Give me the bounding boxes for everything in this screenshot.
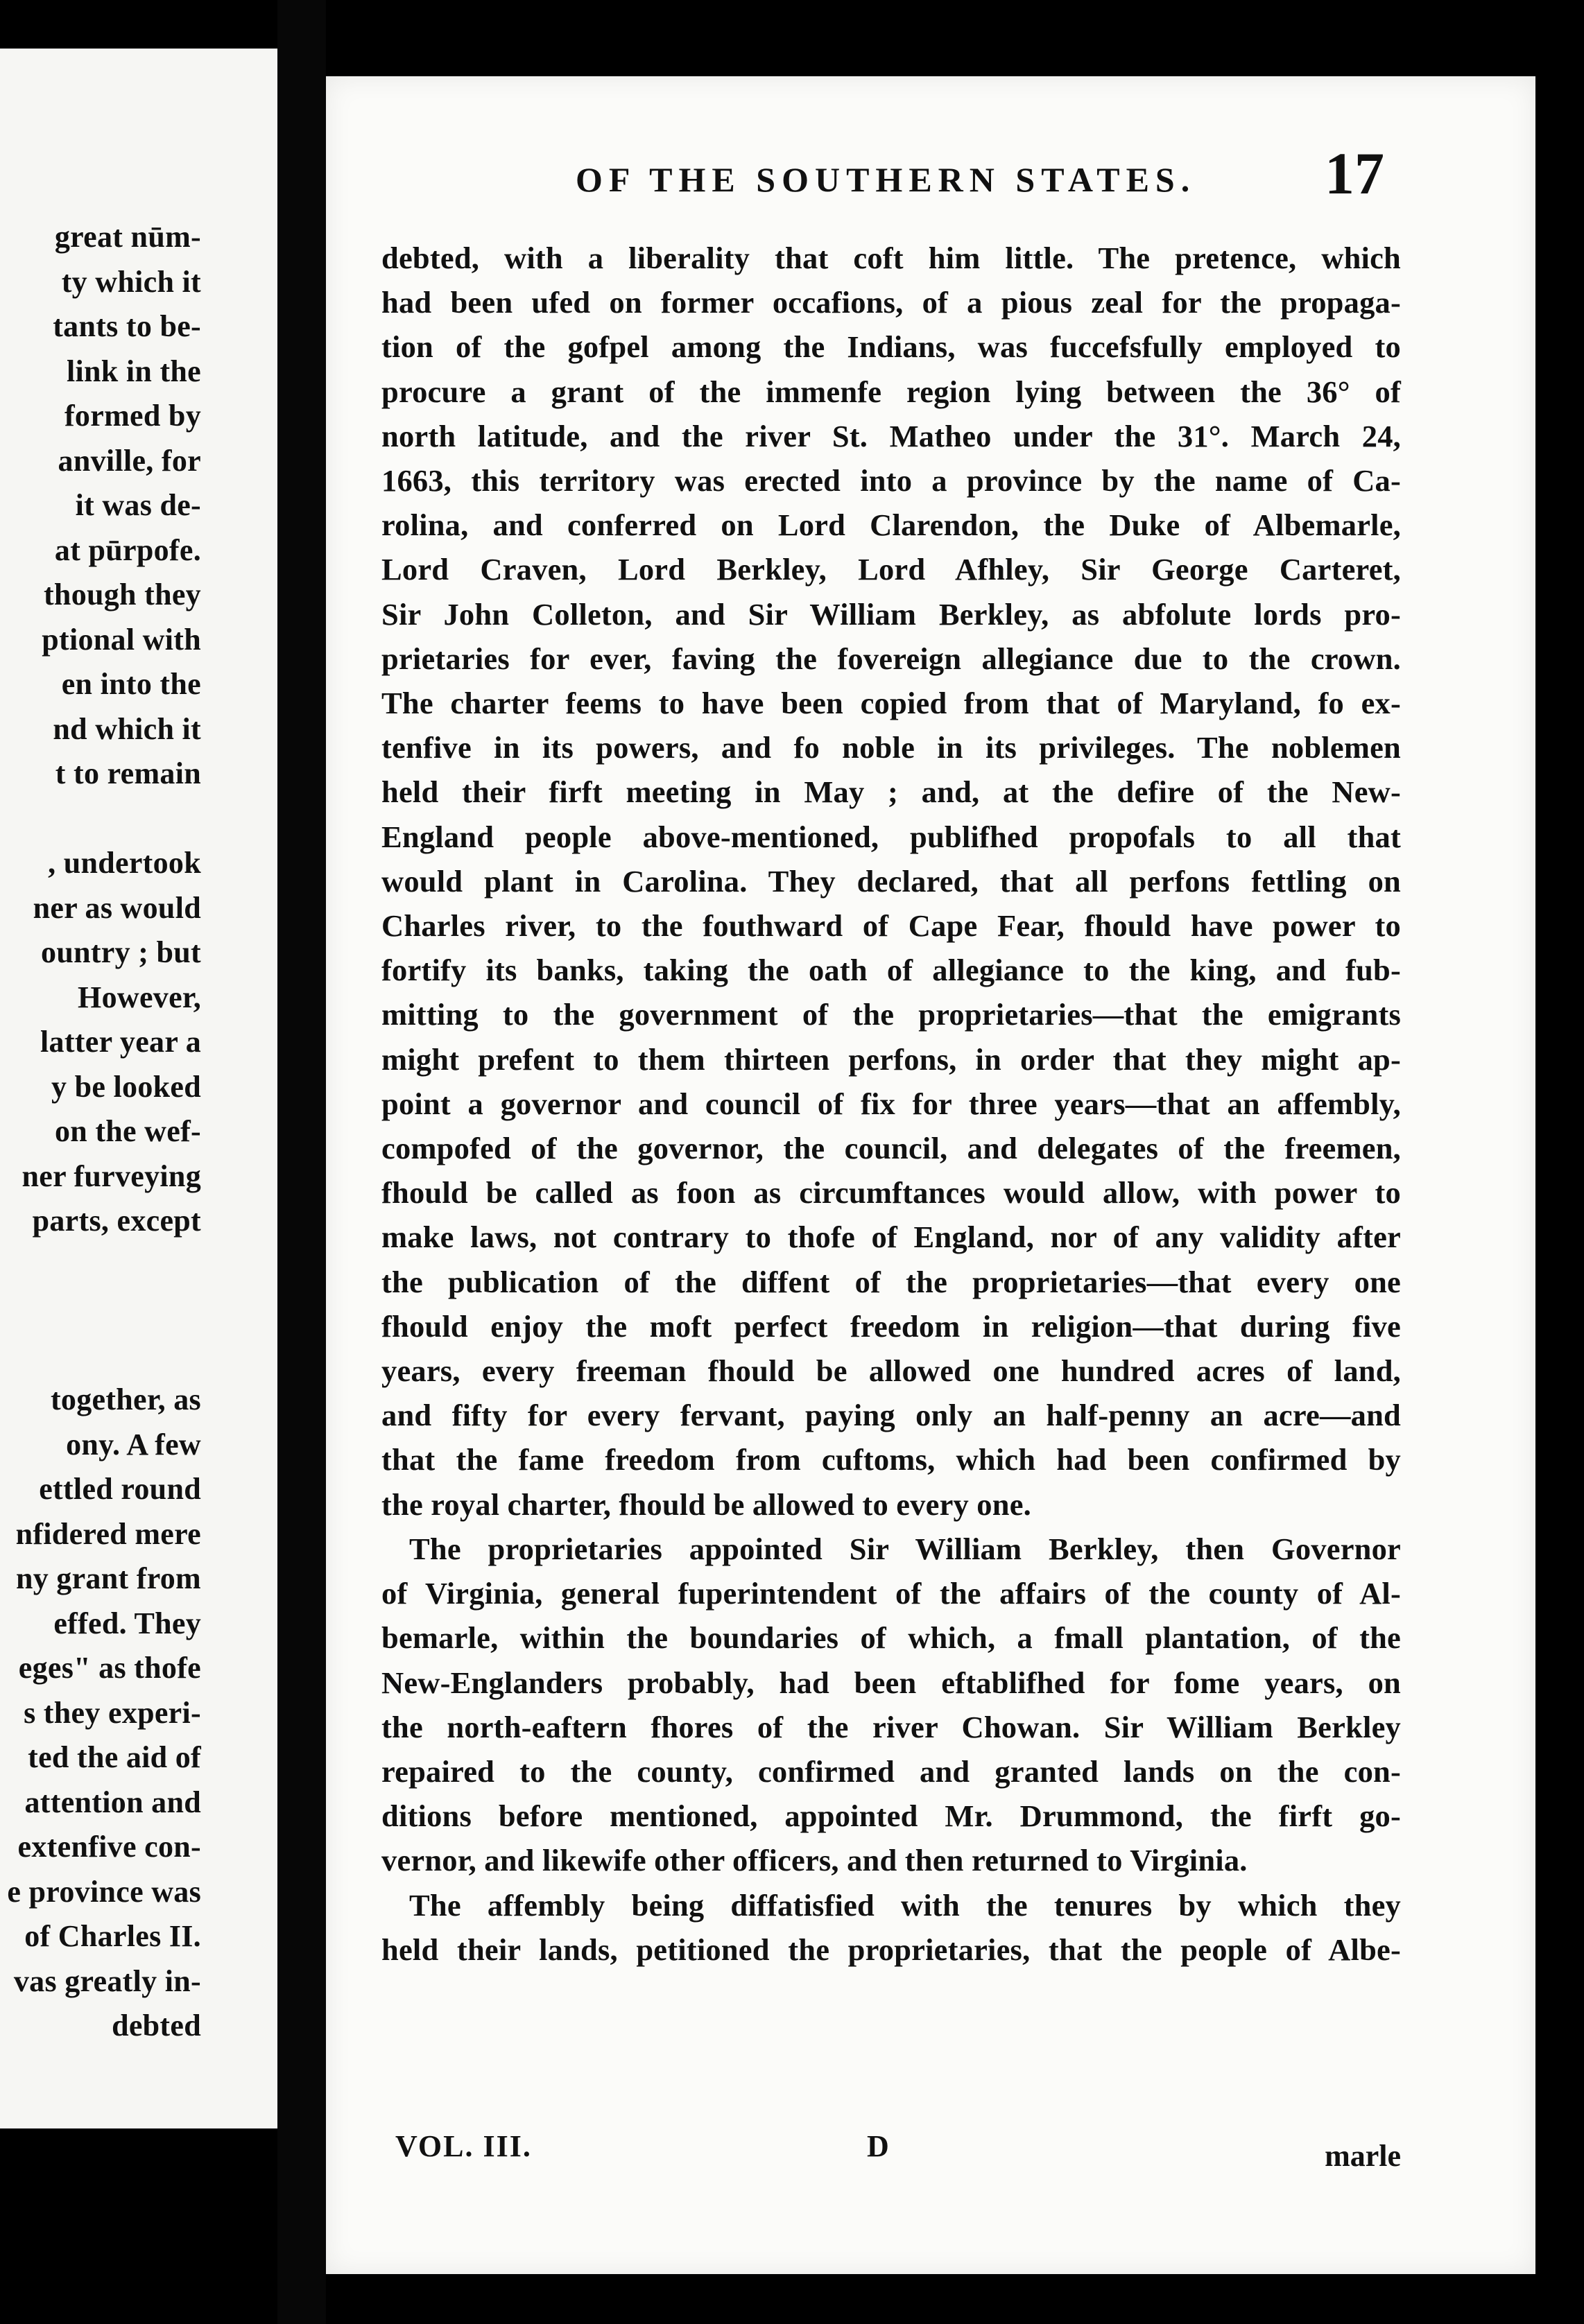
- previous-page-line: ptional with: [42, 622, 201, 657]
- previous-page-line: t to remain: [55, 756, 201, 790]
- text-line: held their firft meeting in May ; and, at the defire of the New-: [381, 774, 1401, 810]
- previous-page-line: tants to be-: [53, 309, 201, 343]
- text-line: held their lands, petitioned the proprietaries, that the people of Albe-: [381, 1932, 1401, 1967]
- previous-page-line: though they: [43, 578, 201, 612]
- page-footer: [381, 2128, 1401, 2177]
- previous-page-line: e province was: [7, 1874, 201, 1909]
- previous-page-line: [7, 1288, 201, 1333]
- text-line: the royal charter, fhould be allowed to every one.: [381, 1486, 1031, 1522]
- text-line: Charles river, to the fouthward of Cape Fear, fhould have power to: [381, 908, 1401, 944]
- page: [326, 76, 1535, 2274]
- text-line: Sir John Colleton, and Sir William Berkley, as abfolute lords pro-: [381, 596, 1401, 632]
- previous-page-line: ony. A few: [66, 1427, 201, 1462]
- previous-page-line: anville, for: [58, 443, 201, 478]
- text-line: vernor, and likewife other officers, and then returned to Virginia.: [381, 1843, 1248, 1878]
- previous-page-line: on the wef-: [54, 1114, 201, 1148]
- text-line: procure a grant of the immenfe region lying between the 36° of: [381, 374, 1401, 409]
- text-line: years, every freeman fhould be allowed one hundred acres of land,: [381, 1353, 1401, 1389]
- text-line: might prefent to them thirteen perfons, in order that they might ap-: [381, 1041, 1401, 1077]
- previous-page-line: , undertook: [48, 846, 201, 880]
- text-line: had been ufed on former occafions, of a pious zeal for the propaga-: [381, 285, 1401, 320]
- previous-page-line: ted the aid of: [28, 1740, 201, 1774]
- text-line: bemarle, within the boundaries of which, a fmall plantation, of the: [381, 1620, 1401, 1656]
- text-line: make laws, not contrary to thofe of England, nor of any validity after: [381, 1220, 1401, 1255]
- text-line: compofed of the governor, the council, and delegates of the freemen,: [381, 1131, 1401, 1166]
- previous-page-line: ner as would: [33, 890, 201, 925]
- previous-page-line: [7, 797, 201, 842]
- previous-page-edge: [0, 49, 277, 2128]
- text-line: The proprietaries appointed Sir William Berkley, then Governor: [409, 1531, 1401, 1566]
- previous-page-line: [7, 1244, 201, 1289]
- scan-border: [1535, 0, 1584, 2324]
- previous-page-line: ountry ; but: [41, 935, 201, 969]
- text-line: and fifty for every fervant, paying only an half-penny an acre—and: [381, 1398, 1401, 1433]
- previous-page-line: formed by: [64, 399, 201, 433]
- text-line: repaired to the county, confirmed and granted lands on the con-: [381, 1753, 1401, 1789]
- previous-page-line: extenfive con-: [17, 1830, 201, 1864]
- previous-page-line: ty which it: [61, 264, 201, 299]
- previous-page-line: However,: [78, 980, 201, 1014]
- previous-page-line: s they experi-: [24, 1695, 201, 1730]
- previous-page-line: great nūm-: [54, 220, 201, 254]
- previous-page-line: link in the: [66, 354, 201, 388]
- previous-page-line: latter year a: [40, 1025, 201, 1059]
- page-number: 17: [1325, 140, 1384, 207]
- previous-page-line: attention and: [24, 1785, 201, 1819]
- text-line: north latitude, and the river St. Matheo under the 31°. March 24,: [381, 418, 1401, 453]
- text-line: that the fame freedom from cuftoms, which had been confirmed by: [381, 1442, 1401, 1477]
- previous-page-line: nd which it: [53, 711, 201, 746]
- text-line: fortify its banks, taking the oath of allegiance to the king, and fub-: [381, 953, 1401, 988]
- volume-mark: VOL. III.: [395, 2129, 532, 2163]
- previous-page-line: vas greatly in-: [13, 1963, 201, 1998]
- text-line: point a governor and council of fix for three years—that an affembly,: [381, 1086, 1401, 1121]
- text-line: mitting to the government of the proprietaries—that the emigrants: [381, 997, 1401, 1032]
- text-line: rolina, and conferred on Lord Clarendon, the Duke of Albemarle,: [381, 508, 1401, 543]
- previous-page-line: eges" as thofe: [18, 1651, 201, 1685]
- text-line: The charter feems to have been copied from that of Maryland, fo ex-: [381, 686, 1401, 721]
- book-gutter: [277, 0, 326, 2324]
- previous-page-line: effed. They: [53, 1606, 201, 1640]
- text-line: fhould enjoy the moft perfect freedom in religion—that during five: [381, 1308, 1401, 1344]
- previous-page-line: parts, except: [32, 1204, 201, 1238]
- previous-page-line: y be looked: [51, 1069, 201, 1104]
- text-line: the north-eaftern fhores of the river Chowan. Sir William Berkley: [381, 1709, 1401, 1744]
- text-line: of Virginia, general fuperintendent of the affairs of the county of Al-: [381, 1576, 1401, 1611]
- previous-page-line: ettled round: [39, 1472, 201, 1506]
- text-line: debted, with a liberality that coft him little. The pretence, which: [381, 241, 1401, 275]
- previous-page-line: of Charles II.: [24, 1919, 201, 1953]
- text-line: fhould be called as foon as circumftances would allow, with power to: [381, 1175, 1401, 1211]
- previous-page-line: debted: [112, 2009, 201, 2043]
- previous-page-line: [7, 1333, 201, 1378]
- signature-mark: D: [867, 2129, 889, 2163]
- previous-page-text: [7, 215, 201, 2049]
- text-line: prietaries for ever, faving the fovereign allegiance due to the crown.: [381, 641, 1401, 676]
- text-line: tenfive in its powers, and fo noble in its privileges. The noblemen: [381, 730, 1401, 765]
- previous-page-line: at pūrpofe.: [54, 532, 201, 567]
- catchword: marle: [1325, 2139, 1401, 2173]
- previous-page-line: ner furveying: [21, 1159, 201, 1193]
- text-line: tion of the gofpel among the Indians, was fuccefsfully employed to: [381, 329, 1401, 365]
- text-line: New-Englanders probably, had been eftablifhed for fome years, on: [381, 1665, 1401, 1700]
- previous-page-line: en into the: [61, 667, 201, 701]
- text-line: ditions before mentioned, appointed Mr. Drummond, the firft go-: [381, 1798, 1401, 1834]
- text-line: 1663, this territory was erected into a province by the name of Ca-: [381, 463, 1401, 498]
- previous-page-line: ny grant from: [15, 1561, 201, 1595]
- body-text: [381, 236, 1401, 1972]
- text-line: would plant in Carolina. They declared, that all perfons fettling on: [381, 863, 1401, 899]
- previous-page-line: together, as: [50, 1382, 201, 1416]
- text-line: Lord Craven, Lord Berkley, Lord Afhley, Sir George Carteret,: [381, 552, 1401, 587]
- previous-page-line: it was de-: [75, 488, 201, 522]
- running-head-title: OF THE SOUTHERN STATES.: [576, 160, 1196, 199]
- previous-page-line: nfidered mere: [15, 1516, 201, 1551]
- text-line: the publication of the diffent of the proprietaries—that every one: [381, 1264, 1401, 1299]
- text-line: England people above-mentioned, publifhed propofals to all that: [381, 819, 1401, 854]
- text-line: The affembly being diffatisfied with the tenures by which they: [409, 1887, 1401, 1923]
